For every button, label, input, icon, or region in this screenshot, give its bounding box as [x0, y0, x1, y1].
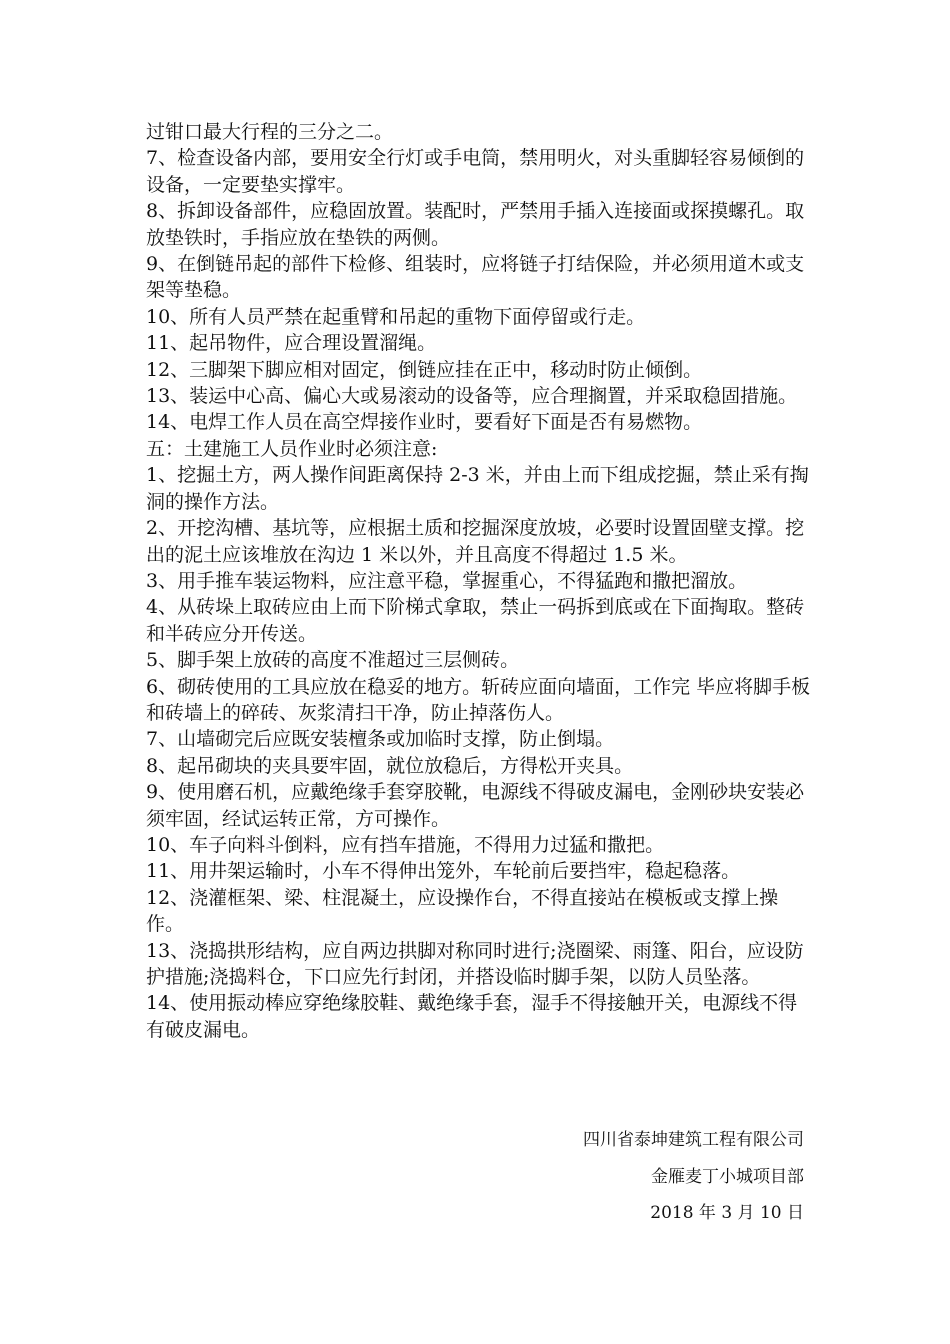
paragraph: 3、用手推车装运物料，应注意平稳，掌握重心，不得猛跑和撒把溜放。: [146, 569, 748, 592]
paragraph: 14、电焊工作人员在高空焊接作业时，要看好下面是否有易燃物。: [146, 411, 703, 434]
paragraph: 1、挖掘土方，两人操作间距离保持 2-3 米，并由上而下组成挖掘，禁止采有掏洞的操作方法。: [146, 464, 809, 513]
paragraph: 9、在倒链吊起的部件下检修、组装时，应将链子打结保险，并必须用道木或支架等垫稳。: [146, 253, 805, 302]
document-body: [146, 119, 814, 1043]
paragraph: 11、用井架运输时，小车不得伸出笼外，车轮前后要挡牢，稳起稳落。: [146, 860, 741, 883]
company-name: 四川省泰坤建筑工程有限公司: [583, 1130, 804, 1150]
paragraph: 13、装运中心高、偏心大或易滚动的设备等，应合理搁置，并采取稳固措施。: [146, 385, 798, 408]
signature-block: [583, 1122, 804, 1232]
paragraph: 12、浇灌框架、梁、柱混凝土，应设操作台，不得直接站在模板或支撑上操作。: [146, 886, 779, 936]
paragraph: 13、浇捣拱形结构，应自两边拱脚对称同时进行;浇圈梁、雨篷、阳台，应设防护措施;浇捣料仓，下口应先行封闭，并搭设临时脚手架，以防人员坠落。: [146, 939, 804, 988]
paragraph: 2、开挖沟槽、基坑等，应根据土质和挖掘深度放坡，必要时设置固壁支撑。挖出的泥土应该堆放在沟边 1 米以外，并且高度不得超过 1.5 米。: [146, 517, 805, 566]
paragraph: 10、车子向料斗倒料，应有挡车措施，不得用力过猛和撒把。: [146, 833, 665, 856]
paragraph: 9、使用磨石机，应戴绝缘手套穿胶靴，电源线不得破皮漏电，金刚砂块安装必须牢固，经试运转正常，方可操作。: [146, 781, 805, 830]
department-name: 金雁麦丁小城项目部: [651, 1166, 804, 1187]
paragraph: 4、从砖垛上取砖应由上而下阶梯式拿取，禁止一码拆到底或在下面掏取。整砖和半砖应分开传送。: [146, 596, 805, 645]
paragraph: 11、起吊物件，应合理设置溜绳。: [146, 332, 437, 355]
paragraph: 12、三脚架下脚应相对固定，倒链应挂在正中，移动时防止倾倒。: [146, 358, 703, 381]
paragraph: 14、使用振动棒应穿绝缘胶鞋、戴绝缘手套，湿手不得接触开关，电源线不得有破皮漏电。: [146, 992, 798, 1041]
paragraph: 8、拆卸设备部件，应稳固放置。装配时，严禁用手插入连接面或探摸螺孔。取放垫铁时，手指应放在垫铁的两侧。: [146, 200, 805, 249]
paragraph: 7、山墙砌完后应既安装檀条或加临时支撑，防止倒塌。: [146, 728, 615, 751]
paragraph: 10、所有人员严禁在起重臂和吊起的重物下面停留或行走。: [146, 305, 646, 328]
paragraph: 7、检查设备内部，要用安全行灯或手电筒，禁用明火，对头重脚轻容易倾倒的设备，一定要垫实撑牢。: [146, 147, 805, 196]
signature-date: 2018 年 3 月 10 日: [650, 1203, 804, 1223]
section-heading: 五：土建施工人员作业时必须注意:: [146, 437, 438, 460]
paragraph: 6、砌砖使用的工具应放在稳妥的地方。斩砖应面向墙面，工作完 毕应将脚手板和砖墙上的碎砖、灰浆清扫干净，防止掉落伤人。: [146, 675, 811, 724]
paragraph: 8、起吊砌块的夹具要牢固，就位放稳后，方得松开夹具。: [146, 754, 634, 777]
paragraph: 过钳口最大行程的三分之二。: [146, 121, 394, 143]
paragraph: 5、脚手架上放砖的高度不准超过三层侧砖。: [146, 649, 520, 672]
